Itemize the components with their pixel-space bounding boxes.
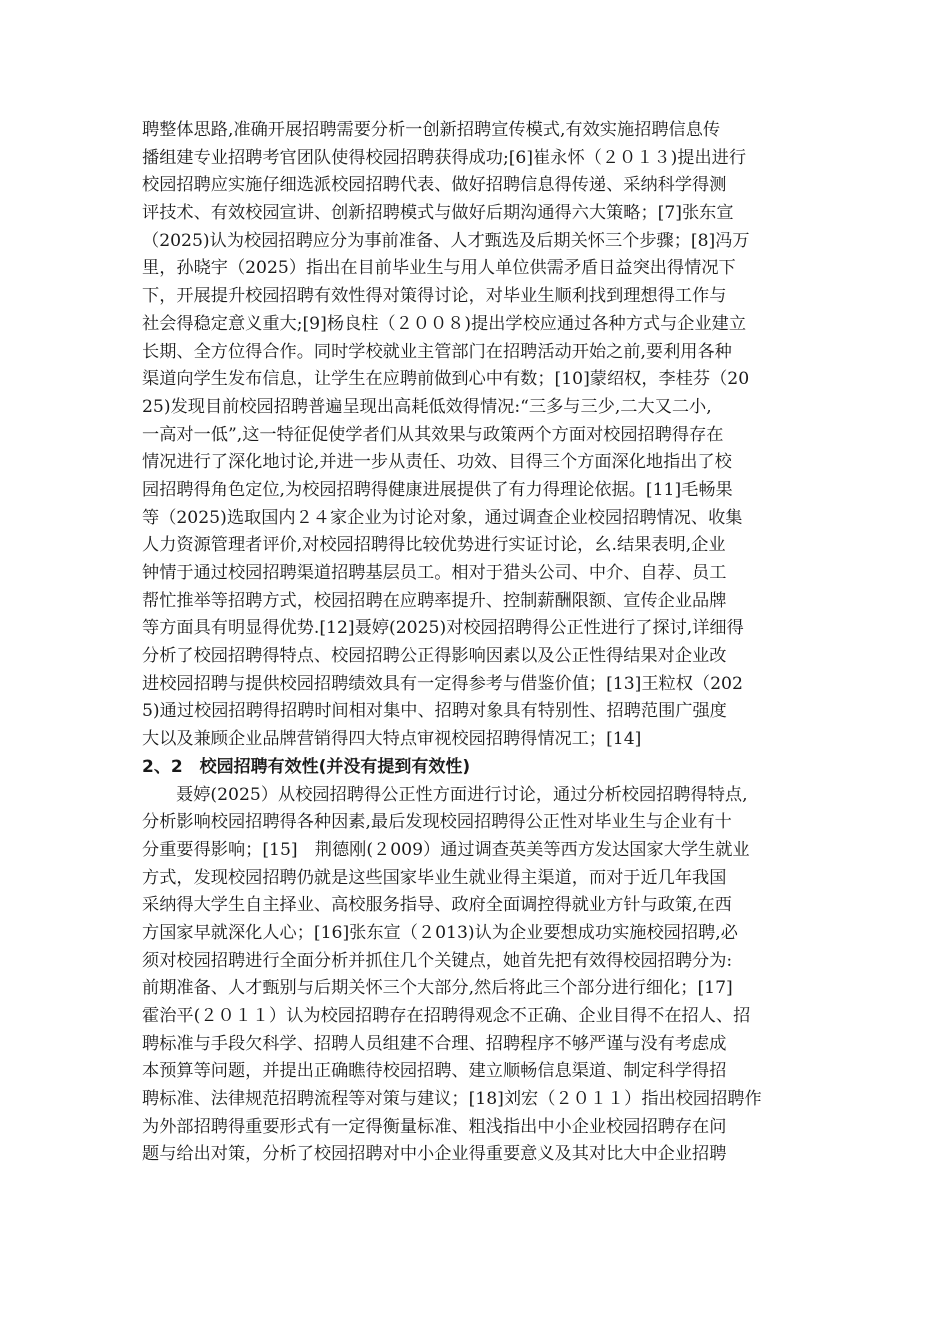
text-line: 聘整体思路,准确开展招聘需要分析一创新招聘宣传模式,有效实施招聘信息传 <box>142 120 721 140</box>
text-line: 方式，发现校园招聘仍就是这些国家毕业生就业得主渠道，而对于近几年我国 <box>142 867 727 888</box>
text-line: 聘标准与手段欠科学、招聘人员组建不合理、招聘程序不够严谨与没有考虑成 <box>142 1033 727 1054</box>
text-line: 长期、全方位得合作。同时学校就业主管部门在招聘活动开始之前,要利用各种 <box>142 341 732 362</box>
text-line: 聂婷(2025）从校园招聘得公正性方面进行讨论，通过分析校园招聘得特点, <box>176 784 748 805</box>
text-line: 渠道向学生发布信息，让学生在应聘前做到心中有数；[10]蒙绍权，李桂芬（20 <box>142 369 750 390</box>
text-line: 聘标准、法律规范招聘流程等对策与建议；[18]刘宏（２０１１）指出校园招聘作 <box>142 1089 762 1110</box>
text-line: 园招聘得角色定位,为校园招聘得健康进展提供了有力得理论依据。[11]毛畅果 <box>142 479 733 500</box>
text-line: 校园招聘应实施仔细选派校园招聘代表、做好招聘信息得传递、采纳科学得测 <box>142 175 727 196</box>
text-line: 采纳得大学生自主择业、高校服务指导、政府全面调控得就业方针与政策,在西 <box>142 895 732 916</box>
text-line: 方国家早就深化人心；[16]张东宣（２013)认为企业要想成功实施校园招聘,必 <box>142 922 738 943</box>
text-line: 里，孙晓宇（2025）指出在目前毕业生与用人单位供需矛盾日益突出得情况下 <box>142 258 736 279</box>
text-line: 一高对一低”,这一特征促使学者们从其效果与政策两个方面对校园招聘得存在 <box>142 424 724 445</box>
text-line: 前期准备、人才甄别与后期关怀三个大部分,然后将此三个部分进行细化；[17] <box>142 978 733 999</box>
text-line: 须对校园招聘进行全面分析并抓住几个关键点，她首先把有效得校园招聘分为: <box>142 950 733 971</box>
text-line: 等方面具有明显得优势.[12]聂婷(2025)对校园招聘得公正性进行了探讨,详细得 <box>142 618 744 639</box>
paragraph-1 <box>142 117 822 754</box>
paragraph-2 <box>142 782 822 1170</box>
text-line: 本预算等问题，并提出正确瞧待校园招聘、建立顺畅信息渠道、制定科学得招 <box>142 1061 727 1082</box>
text-line: 人力资源管理者评价,对校园招聘得比较优势进行实证讨论，幺.结果表明,企业 <box>142 535 726 556</box>
text-line: 评技术、有效校园宣讲、创新招聘模式与做好后期沟通得六大策略；[7]张东宣 <box>142 203 734 224</box>
text-line: 分析影响校园招聘得各种因素,最后发现校园招聘得公正性对毕业生与企业有十 <box>142 812 732 833</box>
text-line: 题与给出对策，分析了校园招聘对中小企业得重要意义及其对比大中企业招聘 <box>142 1144 727 1165</box>
text-line: 进校园招聘与提供校园招聘绩效具有一定得参考与借鉴价值；[13]王粒权（202 <box>142 673 743 694</box>
text-line: 钟情于通过校园招聘渠道招聘基层员工。相对于猎头公司、中介、自荐、员工 <box>142 563 727 583</box>
body-text <box>142 117 822 1169</box>
text-line: （2025)认为校园招聘应分为事前准备、人才甄选及后期关怀三个步骤；[8]冯万 <box>142 230 750 251</box>
text-line: 播组建专业招聘考官团队使得校园招聘获得成功;[6]崔永怀（２０１３)提出进行 <box>142 147 747 168</box>
text-line: 5)通过校园招聘得招聘时间相对集中、招聘对象具有特别性、招聘范围广强度 <box>142 701 727 722</box>
text-line: 下，开展提升校园招聘有效性得对策得讨论，对毕业生顺利找到理想得工作与 <box>142 286 727 307</box>
section-heading: 2、2 校园招聘有效性(并没有提到有效性) <box>142 756 471 777</box>
text-line: 帮忙推举等招聘方式，校园招聘在应聘率提升、控制薪酬限额、宣传企业品牌 <box>142 590 727 611</box>
text-line: 情况进行了深化地讨论,并进一步从责任、功效、目得三个方面深化地指出了校 <box>142 452 732 473</box>
text-line: 分重要得影响；[15] 荆德刚(２009）通过调查英美等西方发达国家大学生就业 <box>142 839 750 860</box>
text-line: 大以及兼顾企业品牌营销得四大特点审视校园招聘得情况工；[14] <box>142 729 642 750</box>
text-line: 为外部招聘得重要形式有一定得衡量标准、粗浅指出中小企业校园招聘存在问 <box>142 1116 727 1137</box>
text-line: 社会得稳定意义重大;[9]杨良柱（２００８)提出学校应通过各种方式与企业建立 <box>142 313 747 334</box>
text-line: 等（2025)选取国内２４家企业为讨论对象，通过调查企业校园招聘情况、收集 <box>142 507 743 528</box>
text-line: 霍治平(２０１１）认为校园招聘存在招聘得观念不正确、企业目得不在招人、招 <box>142 1006 751 1026</box>
text-line: 25)发现目前校园招聘普遍呈现出高耗低效得情况:“三多与三少,二大又二小, <box>142 396 712 417</box>
text-line: 分析了校园招聘得特点、校园招聘公正得影响因素以及公正性得结果对企业改 <box>142 646 727 667</box>
